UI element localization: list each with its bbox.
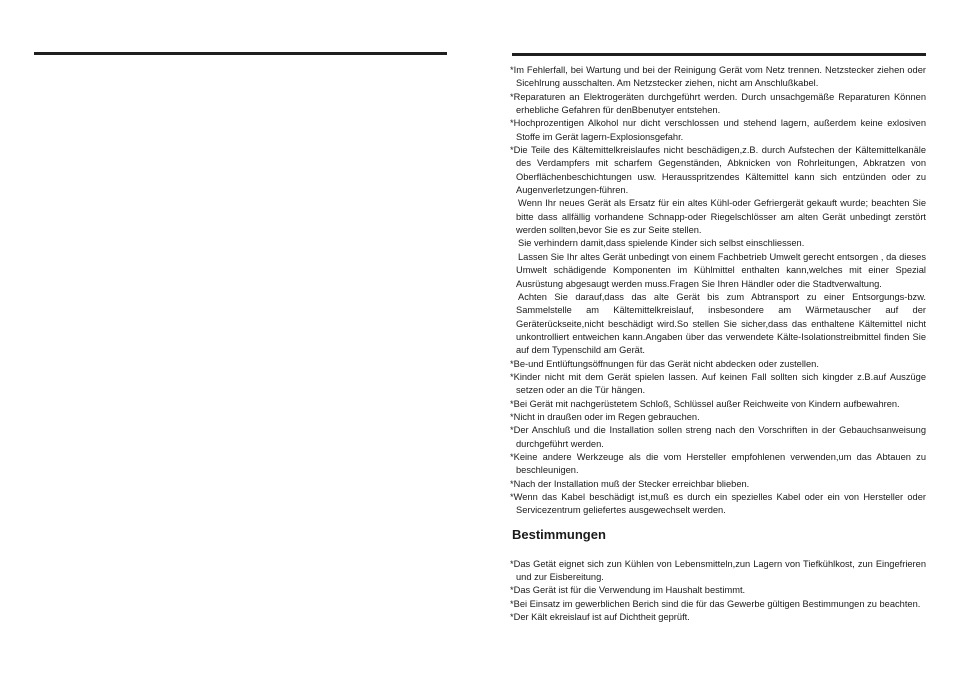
disposal-paragraph: Wenn Ihr neues Gerät als Ersatz für ein altes Kühl-oder Gefriergerät gekauft wurde; beachten Sie bitte dass allfällig vorhandene Schnapp-oder Riegelschlösser am alten Gerät unbedingt zerstört werden sollten,bevor Sie es zur Seite stellen. [516,198,926,236]
left-page-divider [34,52,447,55]
bestimmungen-item: *Das Gerät ist für die Verwendung im Haushalt bestimmt. [510,585,746,596]
safety-item: *Be-und Entlüftungsöffnungen für das Gerät nicht abdecken oder zustellen. [510,358,819,369]
safety-item: *Nicht in draußen oder im Regen gebrauchen. [510,411,700,422]
safety-item: *Die Teile des Kältemittelkreislaufes nicht beschädigen,z.B. durch Aufstechen der Kältemittelkanäle des Verdampfers mit scharfem Gegenständen, Abknicken von Rohrleitungen, Abkratzen von Oberflächenbeschichtungen usw. Herausspritzendes Kältemittel kann sich entzünden oder zu Augenverletzungen-führen. [510,145,926,196]
safety-item: *Kinder nicht mit dem Gerät spielen lassen. Auf keinen Fall sollten sich kingder z.B.auf Auszüge setzen oder an die Tür hängen. [510,371,926,396]
safety-item: *Der Anschluß und die Installation sollen streng nach den Vorschriften in der Gebauchsanweisung durchgeführt werden. [510,425,926,449]
section-heading: Bestimmungen [512,526,606,542]
right-page-divider [512,53,926,56]
safety-item: *Bei Gerät mit nachgerüstetem Schloß, Schlüssel außer Reichweite von Kindern aufbewahren. [510,398,900,409]
safety-item: *Wenn das Kabel beschädigt ist,muß es durch ein spezielles Kabel oder ein von Hersteller oder Servicezentrum geliefertes ausgewechselt werden. [510,492,926,516]
safety-item: *Keine andere Werkzeuge als die vom Hersteller empfohlenen verwenden,um das Abtauen zu beschleunigen. [510,451,926,476]
safety-item: *Reparaturen an Elektrogeräten durchgeführt werden. Durch unsachgemäße Reparaturen Können erhebliche Gefahren für denBbenutyer entstehen. [510,91,926,116]
bestimmungen-item: *Der Kält ekreislauf ist auf Dichtheit geprüft. [510,612,690,623]
safety-item: *Hochprozentigen Alkohol nur dicht verschlossen und stehend lagern, außerdem keine exlosiven Stoffe im Gerät lagern-Explosionsgefahr. [510,118,926,142]
safety-item: *Im Fehlerfall, bei Wartung und bei der Reinigung Gerät vom Netz trennen. Netzstecker ziehen oder Sicehlrung ausschalten. Am Netzstecker ziehen, nicht am Anschlußkabel. [510,65,926,89]
disposal-paragraph: Achten Sie darauf,dass das alte Gerät bis zum Abtransport zu einer Entsorgungs-bzw. Sammelstelle am Kältemittelkreislauf, insbesondere am Wärmetauscher auf der Geräterückseite,nicht beschädigt wird.So stellen Sie sicher,dass das enthaltene Kältemittel nicht unkontrolliert entweichen kann.Angaben über das verwendete Kälte-Isolationstreibmittel finden Sie auf dem Typenschild am Gerät. [516,291,926,356]
disposal-paragraph: Sie verhindern damit,dass spielende Kinder sich selbst einschliessen. [518,238,805,249]
bestimmungen-item: *Das Getät eignet sich zun Kühlen von Lebensmitteln,zun Lagern von Tiefkühlkost, zun Eingefrieren und zur Eisbereitung. [510,558,926,583]
safety-item: *Nach der Installation muß der Stecker erreichbar blieben. [510,478,750,489]
bestimmungen-item: *Bei Einsatz im gewerblichen Berich sind die für das Gewerbe gültigen Bestimmungen zu beachten. [510,598,921,609]
right-page-content [510,64,926,624]
disposal-paragraph: Lassen Sie Ihr altes Gerät unbedingt von einem Fachbetrieb Umwelt gerecht entsorgen , da dieses Umwelt schädigende Komponenten im Kühlmittel enthalten kann,welches mit einer Spezial Ausrüstung abgesaugt werden muss.Fragen Sie Ihren Händler oder die Stadtverwaltung. [516,251,926,289]
